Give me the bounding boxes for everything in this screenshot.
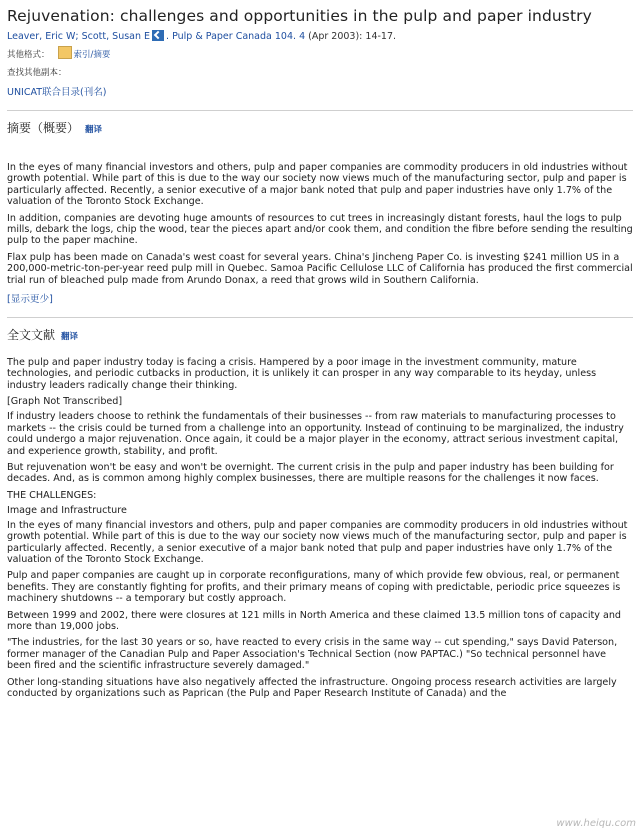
find-copy-label: 查找其他副本： [7, 68, 67, 78]
abstract-heading [7, 119, 633, 136]
other-formats-row [7, 46, 633, 63]
fulltext-translate-link[interactable]: 翻译 [61, 332, 79, 343]
fulltext-paragraph: Between 1999 and 2002, there were closures at 121 mills in North America and these claimed 13.5 million tons of capacity and more than 19,000 jobs. [7, 609, 622, 632]
subsection-heading: Image and Infrastructure [7, 504, 127, 516]
unicat-link[interactable]: UNICAT联合目录(刊名) [7, 87, 107, 98]
fulltext-paragraph: If industry leaders choose to rethink the fundamentals of their businesses -- from raw materials to manufacturing processes to markets -- the crisis could be turned from a challenge into an opportunity. Instead of continuing to be marginalized, the industry could undergo a major rejuvenation. Once again, it could be a major player in the economy, attract serious investment capital, and experience growth, stability, and profit. [7, 411, 624, 457]
fulltext-paragraph: The pulp and paper industry today is facing a crisis. Hampered by a poor image in the investment community, mature technologies, and periodic cutbacks in production, it is unlikely it can prosper in any way comparable to its heyday, unless industry leaders radically change their thinking. [7, 357, 597, 391]
divider [7, 317, 633, 318]
index-abstract-link[interactable]: 索引/摘要 [73, 50, 111, 60]
abstract-translate-link[interactable]: 翻译 [85, 125, 103, 135]
date-pages: (Apr 2003): 14-17. [305, 31, 397, 42]
abstract-paragraph-3: Flax pulp has been made on Canada's west coast for several years. China's Jincheng Paper Co. is investing $241 million US in a 200,000-metric-ton-per-year reed pulp mill in Quebec. Samoa Pacific Cellulose LLC of California has produced the first commercial trial run of bleached pulp made from Arundo Donax, a reed that grows wild in Southern California. [7, 251, 633, 286]
other-formats-label: 其他格式： [7, 50, 50, 60]
authors-link[interactable]: Leaver, Eric W; Scott, Susan E [7, 31, 151, 42]
abstract-paragraph-2: In addition, companies are devoting huge amounts of resources to cut trees in increasingly distant forests, haul the logs to pulp mills, debark the logs, chip the wood, tear the pieces apart and/or cook them, and condition the fibre before sending the resulting pulp to the paper machine. [7, 212, 633, 247]
fulltext-paragraph: But rejuvenation won't be easy and won't be overnight. The current crisis in the pulp and paper industry has been building for decades. And, as is common among highly complex businesses, there are multiple reasons for the challenges it now faces. [7, 461, 614, 485]
fulltext-paragraph: Pulp and paper companies are caught up in corporate reconfigurations, many of which provide few obvious, real, or permanent benefits. They are constantly fighting for profits, and their primary means of coping with predictable, periodic price squeezes is machinery shutdowns -- a temporary but costly approach. [7, 570, 621, 605]
challenges-heading: THE CHALLENGES: [7, 489, 97, 501]
fulltext-heading [7, 326, 633, 343]
document-icon [58, 46, 72, 59]
article-title: Rejuvenation: challenges and opportunities in the pulp and paper industry [7, 7, 592, 25]
abstract-heading-text: 摘要（概要） [7, 121, 80, 135]
fulltext-paragraph: Other long-standing situations have also negatively affected the infrastructure. Ongoing process research activities are largely conducted by organizations such as Paprican (the Pulp and Paper Research Institute of Canada) and the [7, 676, 617, 699]
site-watermark: www.heiqu.com [556, 818, 636, 829]
divider [7, 110, 633, 111]
fulltext-paragraph: "The industries, for the last 30 years or so, have reacted to every crisis in the same way -- cut spending," says David Paterson, former manager of the Canadian Pulp and Paper Association's Technical Section (now PAPTAC.) "So technical personnel have been fired and the scientific infrastructure severely damaged." [7, 637, 618, 672]
fulltext-paragraph: In the eyes of many financial investors and others, pulp and paper companies are commodity producers in old industries without growth potential. While part of this is due to the way our society now views much of the manufacturing sector, pulp and paper is particularly affected. Recently, a senior executive of a major bank noted that pulp and paper industries have only 1.7% of the valuation of the Toronto Stock Exchange. [7, 519, 628, 565]
show-less-link[interactable]: [显示更少] [7, 294, 53, 306]
abstract-paragraph-1: In the eyes of many financial investors and others, pulp and paper companies are commodity producers in old industries without growth potential. While part of this is due to the way our society now views much of the manufacturing sector, pulp and paper is particularly affected. Recently, a senior executive of a major bank noted that pulp and paper industries have only 1.7% of the valuation of the Toronto Stock Exchange. [7, 162, 628, 208]
volume-link[interactable]: 104. 4 [274, 31, 306, 42]
citation-line [7, 30, 633, 44]
author-profile-icon[interactable] [152, 30, 164, 41]
graph-not-transcribed: [Graph Not Transcribed] [7, 396, 123, 408]
journal-link[interactable]: . Pulp & Paper Canada [166, 31, 272, 42]
fulltext-heading-text: 全文文献 [7, 328, 56, 343]
